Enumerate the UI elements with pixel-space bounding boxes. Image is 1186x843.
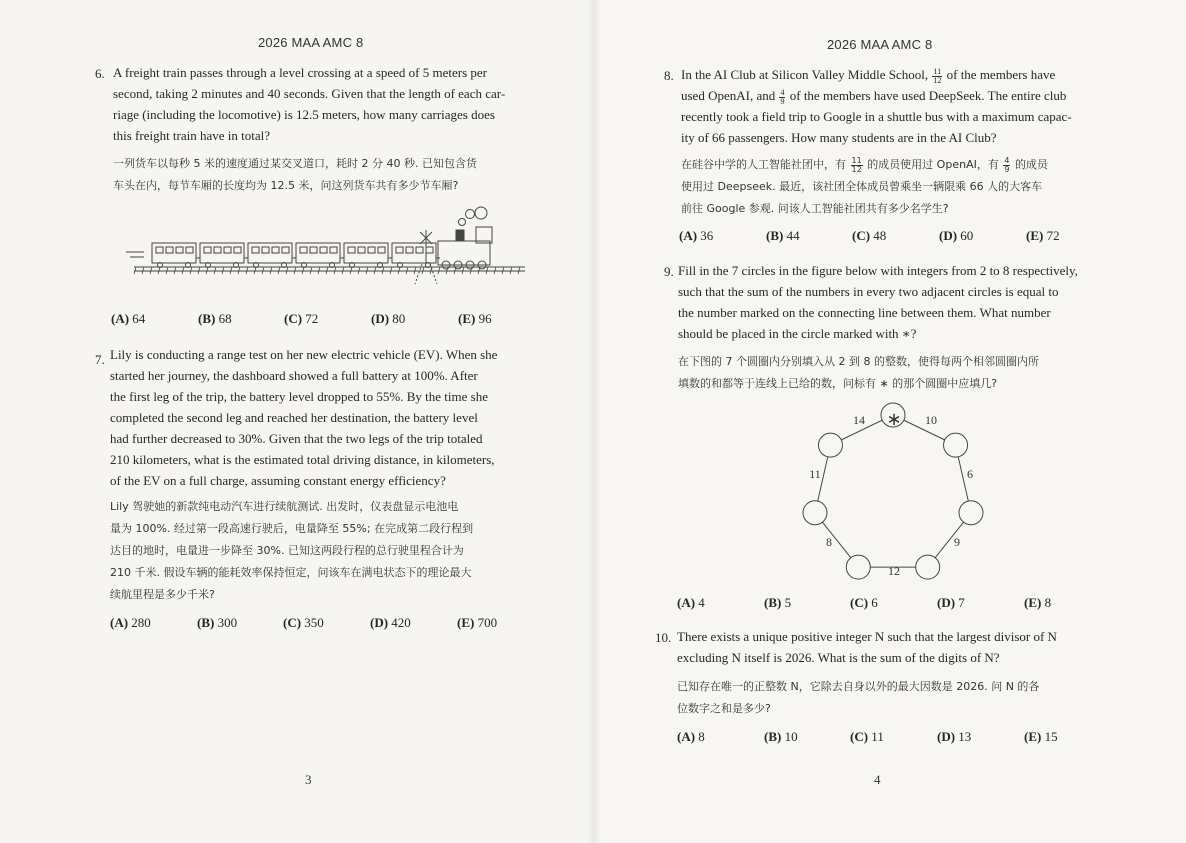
edge-label: 9 — [954, 535, 960, 549]
q10-english — [677, 626, 1117, 668]
q7-en-line: the first leg of the trip, the battery level dropped to 55%. By the time she — [110, 389, 488, 404]
q9-en-line: Fill in the 7 circles in the figure below with integers from 2 to 8 respectively, — [678, 263, 1078, 278]
q9-choice-b[interactable]: (B) 5 — [764, 595, 792, 610]
q10-choice-d[interactable]: (D) 13 — [937, 729, 972, 744]
q9-choice-d[interactable]: (D) 7 — [937, 595, 965, 610]
q8-zh-line: 在硅谷中学的人工智能社团中，有 $\frac{11}{12}$ 的成员使用过 OpenAI，有 $\frac{4}{9}$ 的成员 — [681, 155, 1048, 174]
q7-zh-line: 达目的地时，电量进一步降至 30%. 已知这两段行程的总行驶里程合计为 — [110, 544, 464, 557]
carriage-window — [176, 247, 183, 253]
empty-circle — [916, 555, 940, 579]
q8-choices — [679, 228, 1060, 244]
fraction-11-12: $\frac{11}{12}$ — [933, 66, 942, 85]
carriage-window — [214, 247, 221, 253]
empty-circle — [803, 501, 827, 525]
edge-label: 6 — [967, 467, 973, 481]
q8-en-line: recently took a field trip to Google in a shuttle bus with a maximum capac- — [681, 109, 1072, 124]
q10-number: 10. — [655, 630, 672, 645]
page-right — [593, 0, 1186, 843]
carriage-window — [234, 247, 241, 253]
q10-en-line: excluding N itself is 2026. What is the sum of the digits of N? — [677, 650, 1000, 665]
carriage-window — [224, 247, 231, 253]
q6-en-line: riage (including the locomotive) is 12.5 meters, how many carriages does — [113, 107, 495, 122]
q10-chinese — [677, 676, 1039, 720]
q7-choice-c[interactable]: (C) 350 — [283, 615, 324, 630]
q9-english — [678, 260, 1118, 344]
edge-label: 11 — [809, 467, 821, 481]
carriage-window — [416, 247, 423, 253]
q8-zh-line: 前往 Google 参观. 问该人工智能社团共有多少名学生? — [681, 202, 949, 215]
page-header-right: 2026 MAA AMC 8 — [827, 37, 933, 52]
page-number-left: 3 — [305, 772, 312, 787]
q8-zh-line: 使用过 Deepseek. 最近，该社团全体成员曾乘坐一辆限乘 66 人的大客车 — [681, 180, 1043, 193]
carriage-window — [252, 247, 259, 253]
q9-chinese — [678, 351, 1039, 395]
q7-choice-a[interactable]: (A) 280 — [110, 615, 151, 630]
q10-choice-b[interactable]: (B) 10 — [764, 729, 798, 744]
q10-choice-a[interactable]: (A) 8 — [677, 729, 705, 744]
carriage-window — [186, 247, 193, 253]
q6-choice-e[interactable]: (E) 96 — [458, 311, 492, 326]
q8-english — [681, 64, 1117, 148]
q7-choices — [110, 615, 497, 631]
carriage-window — [262, 247, 269, 253]
q7-choice-b[interactable]: (B) 300 — [197, 615, 238, 630]
q9-number: 9. — [664, 264, 674, 279]
q7-en-line: of the EV on a full charge, assuming constant energy efficiency? — [110, 473, 446, 488]
q10-zh-line: 已知存在唯一的正整数 N，它除去自身以外的最大因数是 2026. 问 N 的各 — [677, 680, 1040, 693]
q6-choice-a[interactable]: (A) 64 — [111, 311, 146, 326]
q8-en-line: used OpenAI, and $\frac{4}{9}$ of the members have used DeepSeek. The entire club — [681, 87, 1067, 106]
carriage-window — [406, 247, 413, 253]
q7-english — [110, 344, 546, 491]
q7-en-line: started her journey, the dashboard showed a full battery at 100%. After — [110, 368, 478, 383]
edge-label: 10 — [925, 413, 937, 427]
q8-choice-d[interactable]: (D) 60 — [939, 228, 974, 243]
carriage-window — [282, 247, 289, 253]
q8-number: 8. — [664, 68, 674, 83]
carriage-window — [330, 247, 337, 253]
q6-choice-b[interactable]: (B) 68 — [198, 311, 232, 326]
carriage-window — [300, 247, 307, 253]
carriage-window — [310, 247, 317, 253]
q10-en-line: There exists a unique positive integer N such that the largest divisor of N — [677, 629, 1057, 644]
q8-choice-a[interactable]: (A) 36 — [679, 228, 714, 243]
q9-en-line: such that the sum of the numbers in every two adjacent circles is equal to — [678, 284, 1059, 299]
q6-choice-c[interactable]: (C) 72 — [284, 311, 319, 326]
q8-chinese — [681, 154, 1048, 220]
empty-circle — [944, 433, 968, 457]
q7-number: 7. — [95, 352, 105, 367]
q8-en-line: ity of 66 passengers. How many students are in the AI Club? — [681, 130, 997, 145]
q6-english — [113, 62, 549, 146]
empty-circle — [846, 555, 870, 579]
carriage-window — [358, 247, 365, 253]
carriage-window — [166, 247, 173, 253]
q9-zh-line: 在下图的 7 个圆圈内分别填入从 2 到 8 的整数，使得每两个相邻圆圈内所 — [678, 355, 1039, 368]
book-fold — [588, 0, 600, 843]
q7-chinese — [110, 496, 473, 606]
page-header-left: 2026 MAA AMC 8 — [258, 35, 364, 50]
q6-zh-line: 车头在内，每节车厢的长度均为 12.5 米，问这列货车共有多少节车厢? — [113, 179, 459, 192]
train-figure — [120, 200, 530, 285]
star-mark: ∗ — [886, 409, 902, 429]
edge-label: 12 — [888, 564, 900, 578]
q7-zh-line: 210 千米. 假设车辆的能耗效率保持恒定，问该车在满电状态下的理论最大 — [110, 566, 472, 579]
q7-en-line: completed the second leg and reached her destination, the battery level — [110, 410, 478, 425]
q9-en-line: should be placed in the circle marked with ∗? — [678, 326, 917, 341]
fraction-4-9: $\frac{4}{9}$ — [780, 87, 785, 106]
carriage-window — [426, 247, 433, 253]
page-number-right: 4 — [874, 772, 881, 787]
q7-choice-e[interactable]: (E) 700 — [457, 615, 498, 630]
q9-choices — [677, 595, 1051, 611]
q6-number: 6. — [95, 66, 105, 81]
edge-label: 14 — [853, 413, 865, 427]
q9-en-line: the number marked on the connecting line between them. What number — [678, 305, 1051, 320]
q8-en-line: In the AI Club at Silicon Valley Middle School, $\frac{11}{12}$ of the members have — [681, 66, 1056, 85]
carriage-window — [368, 247, 375, 253]
empty-circle — [818, 433, 842, 457]
q9-zh-line: 填数的和都等于连线上已给的数，问标有 ∗ 的那个圆圈中应填几? — [678, 377, 998, 390]
q10-choice-e[interactable]: (E) 15 — [1024, 729, 1058, 744]
q8-choice-c[interactable]: (C) 48 — [852, 228, 887, 243]
q7-zh-line: Lily 驾驶她的新款纯电动汽车进行续航测试. 出发时，仪表盘显示电池电 — [110, 500, 459, 513]
empty-circle — [959, 501, 983, 525]
q9-choice-e[interactable]: (E) 8 — [1024, 595, 1052, 610]
edge-label: 8 — [826, 535, 832, 549]
q7-en-line: had further decreased to 30%. Given that the two legs of the trip totaled — [110, 431, 483, 446]
q6-zh-line: 一列货车以每秒 5 米的速度通过某交叉道口，耗时 2 分 40 秒. 已知包含货 — [113, 157, 477, 170]
carriage-window — [348, 247, 355, 253]
q9-choice-c[interactable]: (C) 6 — [850, 595, 878, 610]
q6-choices — [111, 311, 492, 327]
q6-en-line: this freight train have in total? — [113, 128, 271, 143]
carriage-window — [272, 247, 279, 253]
q7-en-line: 210 kilometers, what is the estimated total driving distance, in kilometers, — [110, 452, 495, 467]
carriage-window — [204, 247, 211, 253]
q6-en-line: A freight train passes through a level crossing at a speed of 5 meters per — [113, 65, 487, 80]
q10-zh-line: 位数字之和是多少? — [677, 702, 771, 715]
q10-choice-c[interactable]: (C) 11 — [850, 729, 884, 744]
q7-zh-line: 续航里程是多少千米? — [110, 588, 215, 601]
q8-choice-b[interactable]: (B) 44 — [766, 228, 800, 243]
carriage-window — [320, 247, 327, 253]
q10-choices — [677, 729, 1058, 745]
heptagon-figure — [793, 400, 993, 580]
q9-choice-a[interactable]: (A) 4 — [677, 595, 705, 610]
q7-en-line: Lily is conducting a range test on her new electric vehicle (EV). When she — [110, 347, 498, 362]
q6-choice-d[interactable]: (D) 80 — [371, 311, 406, 326]
q6-en-line: second, taking 2 minutes and 40 seconds. Given that the length of each car- — [113, 86, 506, 101]
q8-choice-e[interactable]: (E) 72 — [1026, 228, 1060, 243]
q7-choice-d[interactable]: (D) 420 — [370, 615, 411, 630]
carriage-window — [156, 247, 163, 253]
carriage-window — [378, 247, 385, 253]
q6-chinese — [113, 153, 477, 197]
q7-zh-line: 量为 100%. 经过第一段高速行驶后，电量降至 55%; 在完成第二段行程到 — [110, 522, 474, 535]
carriage-window — [396, 247, 403, 253]
